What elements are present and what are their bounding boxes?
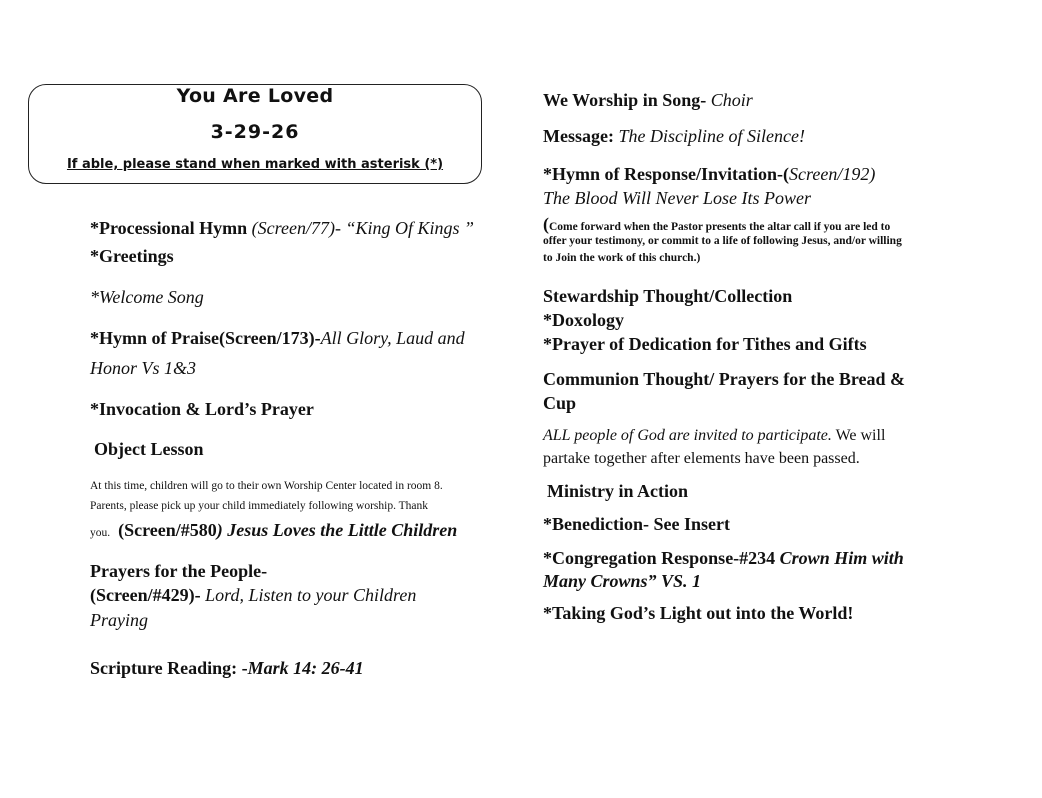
benediction: *Benediction- See Insert (543, 514, 730, 534)
prayers-ref: (Screen/#429)- Lord, Listen to your Children (90, 585, 417, 605)
ministry-in-action: Ministry in Action (547, 481, 689, 501)
response-hymn: *Hymn of Response/Invitation-(Screen/192) (543, 164, 876, 184)
bulletin-date: 3-29-26 (210, 121, 300, 143)
altar-note-3: to Join the work of this church.) (543, 252, 701, 264)
stewardship: Stewardship Thought/Collection (543, 286, 793, 306)
hymn-of-praise: *Hymn of Praise(Screen/173)-All Glory, Laud and (90, 328, 465, 348)
communion-cont: Cup (543, 393, 577, 413)
invite-line-2: partake together after elements have been passed. (543, 450, 860, 467)
invocation: *Invocation & Lord’s Prayer (90, 399, 314, 419)
congregation-response-cont: Many Crowns” VS. 1 (543, 571, 702, 591)
scripture-reading: Scripture Reading: -Mark 14: 26-41 (90, 658, 364, 678)
hymn-of-praise-cont: Honor Vs 1&3 (90, 358, 197, 378)
children-note-2: Parents, please pick up your child immediately following worship. Thank (90, 500, 429, 512)
object-lesson: Object Lesson (94, 439, 204, 459)
greetings: *Greetings (90, 246, 174, 266)
altar-note-2: offer your testimony, or commit to a life of following Jesus, and/or willing (543, 235, 902, 247)
prayers-people: Prayers for the People- (90, 561, 268, 581)
dedication: *Prayer of Dedication for Tithes and Gifts (543, 334, 867, 354)
children-note-1: At this time, children will go to their own Worship Center located in room 8. (90, 480, 443, 492)
altar-note-1: (Come forward when the Pastor presents the altar call if you are led to (543, 214, 891, 234)
message: Message: The Discipline of Silence! (543, 126, 805, 146)
congregation-response: *Congregation Response-#234 Crown Him with (543, 548, 904, 568)
invite-line-1: ALL people of God are invited to participate. We will (543, 427, 886, 444)
title-box (28, 84, 482, 184)
response-hymn-title: The Blood Will Never Lose Its Power (543, 188, 811, 208)
stand-note: If able, please stand when marked with asterisk (*) (66, 157, 444, 172)
prayers-title-cont: Praying (90, 610, 148, 630)
processional-hymn: *Processional Hymn (Screen/77)- “King Of Kings ” (90, 218, 474, 238)
worship-song: We Worship in Song- Choir (543, 90, 753, 110)
welcome-song: *Welcome Song (90, 287, 204, 307)
doxology: *Doxology (543, 310, 624, 330)
taking-light: *Taking God’s Light out into the World! (543, 603, 854, 623)
communion: Communion Thought/ Prayers for the Bread & (543, 369, 906, 389)
children-song: you. (Screen/#580) Jesus Loves the Little Children (90, 520, 458, 540)
bulletin-title: You Are Loved (176, 85, 334, 107)
